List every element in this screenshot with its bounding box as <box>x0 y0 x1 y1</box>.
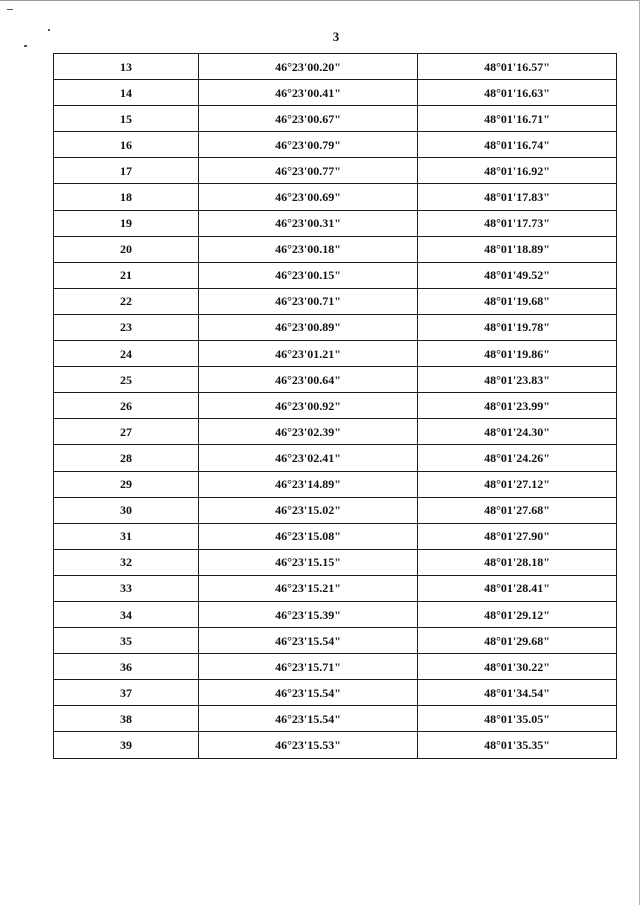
longitude-cell: 48°01'24.30" <box>418 419 617 445</box>
longitude-cell: 48°01'17.83" <box>418 184 617 210</box>
point-number-cell: 30 <box>54 497 199 523</box>
latitude-cell: 46°23'00.79" <box>199 132 418 158</box>
point-number-cell: 37 <box>54 680 199 706</box>
table-row <box>54 262 617 288</box>
point-number-cell: 25 <box>54 367 199 393</box>
longitude-cell: 48°01'27.90" <box>418 523 617 549</box>
table-row <box>54 471 617 497</box>
coordinates-table <box>53 53 617 759</box>
table-row <box>54 419 617 445</box>
latitude-cell: 46°23'00.18" <box>199 236 418 262</box>
longitude-cell: 48°01'16.57" <box>418 54 617 80</box>
point-number-cell: 31 <box>54 523 199 549</box>
point-number-cell: 38 <box>54 706 199 732</box>
table-row <box>54 549 617 575</box>
latitude-cell: 46°23'15.54" <box>199 628 418 654</box>
latitude-cell: 46°23'15.21" <box>199 575 418 601</box>
point-number-cell: 21 <box>54 262 199 288</box>
longitude-cell: 48°01'19.86" <box>418 341 617 367</box>
latitude-cell: 46°23'00.67" <box>199 106 418 132</box>
longitude-cell: 48°01'16.71" <box>418 106 617 132</box>
latitude-cell: 46°23'00.71" <box>199 288 418 314</box>
point-number-cell: 24 <box>54 341 199 367</box>
point-number-cell: 17 <box>54 158 199 184</box>
table-row <box>54 445 617 471</box>
latitude-cell: 46°23'15.54" <box>199 680 418 706</box>
scan-mark <box>24 45 27 47</box>
table-row <box>54 680 617 706</box>
latitude-cell: 46°23'00.92" <box>199 393 418 419</box>
table-row <box>54 367 617 393</box>
longitude-cell: 48°01'16.74" <box>418 132 617 158</box>
longitude-cell: 48°01'30.22" <box>418 654 617 680</box>
table-row <box>54 654 617 680</box>
longitude-cell: 48°01'34.54" <box>418 680 617 706</box>
latitude-cell: 46°23'02.39" <box>199 419 418 445</box>
latitude-cell: 46°23'00.64" <box>199 367 418 393</box>
longitude-cell: 48°01'16.92" <box>418 158 617 184</box>
point-number-cell: 28 <box>54 445 199 471</box>
latitude-cell: 46°23'01.21" <box>199 341 418 367</box>
point-number-cell: 13 <box>54 54 199 80</box>
table-row <box>54 341 617 367</box>
longitude-cell: 48°01'18.89" <box>418 236 617 262</box>
table-row <box>54 314 617 340</box>
point-number-cell: 14 <box>54 80 199 106</box>
table-row <box>54 54 617 80</box>
coordinates-table-body <box>54 54 617 759</box>
longitude-cell: 48°01'24.26" <box>418 445 617 471</box>
longitude-cell: 48°01'29.68" <box>418 628 617 654</box>
table-row <box>54 106 617 132</box>
point-number-cell: 23 <box>54 314 199 340</box>
point-number-cell: 33 <box>54 575 199 601</box>
table-row <box>54 523 617 549</box>
page-edge-top <box>0 0 640 1</box>
table-row <box>54 80 617 106</box>
longitude-cell: 48°01'19.68" <box>418 288 617 314</box>
longitude-cell: 48°01'29.12" <box>418 601 617 627</box>
longitude-cell: 48°01'17.73" <box>418 210 617 236</box>
latitude-cell: 46°23'00.31" <box>199 210 418 236</box>
latitude-cell: 46°23'14.89" <box>199 471 418 497</box>
table-row <box>54 497 617 523</box>
point-number-cell: 18 <box>54 184 199 210</box>
longitude-cell: 48°01'35.05" <box>418 706 617 732</box>
longitude-cell: 48°01'23.99" <box>418 393 617 419</box>
table-row <box>54 210 617 236</box>
point-number-cell: 32 <box>54 549 199 575</box>
table-row <box>54 575 617 601</box>
table-row <box>54 628 617 654</box>
latitude-cell: 46°23'15.53" <box>199 732 418 758</box>
point-number-cell: 26 <box>54 393 199 419</box>
table-row <box>54 184 617 210</box>
point-number-cell: 20 <box>54 236 199 262</box>
point-number-cell: 35 <box>54 628 199 654</box>
latitude-cell: 46°23'00.20" <box>199 54 418 80</box>
table-row <box>54 236 617 262</box>
table-row <box>54 132 617 158</box>
latitude-cell: 46°23'02.41" <box>199 445 418 471</box>
longitude-cell: 48°01'28.41" <box>418 575 617 601</box>
latitude-cell: 46°23'00.15" <box>199 262 418 288</box>
point-number-cell: 29 <box>54 471 199 497</box>
point-number-cell: 36 <box>54 654 199 680</box>
longitude-cell: 48°01'27.68" <box>418 497 617 523</box>
page-number: 3 <box>332 29 340 44</box>
longitude-cell: 48°01'23.83" <box>418 367 617 393</box>
longitude-cell: 48°01'16.63" <box>418 80 617 106</box>
point-number-cell: 16 <box>54 132 199 158</box>
latitude-cell: 46°23'00.89" <box>199 314 418 340</box>
scan-mark <box>7 9 13 10</box>
longitude-cell: 48°01'28.18" <box>418 549 617 575</box>
point-number-cell: 15 <box>54 106 199 132</box>
latitude-cell: 46°23'15.39" <box>199 601 418 627</box>
latitude-cell: 46°23'00.69" <box>199 184 418 210</box>
longitude-cell: 48°01'35.35" <box>418 732 617 758</box>
table-row <box>54 706 617 732</box>
table-row <box>54 288 617 314</box>
point-number-cell: 27 <box>54 419 199 445</box>
table-row <box>54 158 617 184</box>
latitude-cell: 46°23'15.02" <box>199 497 418 523</box>
point-number-cell: 19 <box>54 210 199 236</box>
latitude-cell: 46°23'15.54" <box>199 706 418 732</box>
longitude-cell: 48°01'19.78" <box>418 314 617 340</box>
latitude-cell: 46°23'00.41" <box>199 80 418 106</box>
latitude-cell: 46°23'15.08" <box>199 523 418 549</box>
latitude-cell: 46°23'00.77" <box>199 158 418 184</box>
point-number-cell: 34 <box>54 601 199 627</box>
table-row <box>54 601 617 627</box>
longitude-cell: 48°01'49.52" <box>418 262 617 288</box>
point-number-cell: 22 <box>54 288 199 314</box>
latitude-cell: 46°23'15.71" <box>199 654 418 680</box>
table-row <box>54 393 617 419</box>
latitude-cell: 46°23'15.15" <box>199 549 418 575</box>
longitude-cell: 48°01'27.12" <box>418 471 617 497</box>
point-number-cell: 39 <box>54 732 199 758</box>
table-row <box>54 732 617 758</box>
